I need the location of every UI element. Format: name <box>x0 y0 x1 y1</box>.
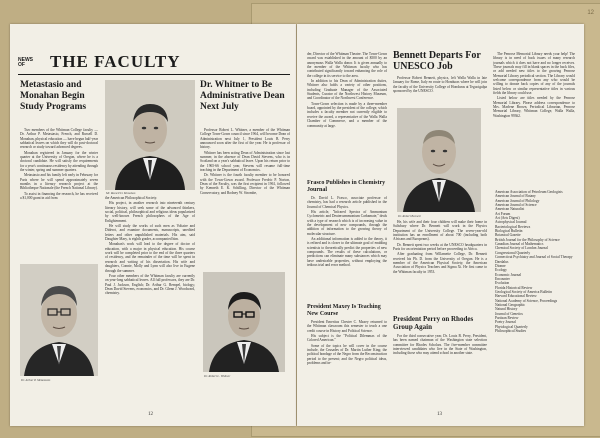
right-page <box>297 24 584 426</box>
story2-paragraph: Whitner has been acting Dean of Administration since last summer, in the absence of Dean David Stevens, who is in Scotland on a year's sabbatical leave. Upon his return prior to the 1965-66 school year, Stevens will resume full-time teaching in the Department of Economics. <box>200 150 290 173</box>
library-title: Partisan Review <box>495 315 519 320</box>
story4-headline: President Maxey Is Teaching New Course <box>307 304 381 317</box>
library-title: Congressional Quarterly <box>495 250 531 255</box>
library-title: Economic Journal <box>495 272 522 277</box>
story6-body <box>393 334 487 406</box>
library-title: Encounter <box>495 276 510 281</box>
library-title: American Naturalist <box>495 207 525 212</box>
library-title: Art Forum <box>495 211 511 216</box>
library-title: National Academy of Science, Proceedings <box>495 298 558 303</box>
library-title: Chemical Society of London Journal <box>495 246 548 251</box>
story3-headline: Frasco Publishes in Chemistry Journal <box>307 180 386 193</box>
story3-paragraph: An additional information is added to the theory, it is refined and is closer to the ultimate goal of enabling scientists to theoretically predict the properties of new compounds. The results of these calculations, or predictions can eliminate many substances which may have undesirable properties, without employing the tedious trial and error method. <box>307 237 387 268</box>
metastasio-portrait-image <box>20 264 98 376</box>
story5-paragraph: Professor Robert Bennett, physics, left Walla Walla in late January for Rome, Italy en route to Honduras where he will join the faculty of the University College of Honduras at Tegucigalpa sponsored by the UNESCO. <box>393 76 487 94</box>
library-title: National Geographic <box>495 302 526 307</box>
library-title: Philosophical Studies <box>495 329 527 333</box>
library-title: Biological Bulletin <box>495 229 523 234</box>
library-title: Evolution <box>495 281 510 286</box>
library-title: Harvard Educational Review <box>495 294 537 299</box>
library-title: American Association of Petroleum Geologists <box>495 190 563 194</box>
story2-paragraph: Dr. Whitner is the fourth faculty member to be honored with the Town-Gown award. Professor Fredric P. Norton, Dean of the Faculty, was the first recipient in 1961, followed by Kenneth E. K. Schilling, Director of the Whitman Conservatory, and Rodney W. Strombe, <box>200 173 290 195</box>
whitner-portrait-image <box>203 272 285 372</box>
library-body <box>493 52 575 188</box>
library-title: Ecology <box>495 268 507 273</box>
library-title: Bacteriological Reviews <box>495 224 531 229</box>
metastasio-photo <box>20 264 98 376</box>
story6-paragraph: For the third consecutive year, Dr. Louis B. Perry, President, has been named chairman of the Washington state selection committee for Rhodes Scholars. The five-member committee interviewed candidates who live in the State of Washington, including those who may attend school in another state. <box>393 334 487 356</box>
metastasio-caption: Dr. Arthur P. Metastasio <box>21 378 51 382</box>
whitner-continued-paragraph: In addition to his Dean of Administration duties, Whitner also holds a variety of other positions, including Graduate Manager of the Associated Students, Curator of the Northwest History Museum, and Coordinator of the Northwest Conference. <box>307 79 387 101</box>
bennett-photo <box>397 108 481 212</box>
library-title: Daedalus <box>495 259 509 264</box>
monahan-caption: Mr. Russell D. Monahan <box>106 191 136 195</box>
story1-paragraph: To assist in financing the research, he has received a $1,000 grant in aid from <box>20 191 98 201</box>
story1-continued-paragraph: the American Philosophical Society. <box>105 196 158 200</box>
magazine-spread <box>6 0 596 438</box>
story1-continued-paragraph: Four other members of the Whitman faculty are currently on year-long sabbatical leaves. All full professors, they are Dr. Paul J. Jackson, English; Dr. Arthur G. Rempel, biology; Dean David Stevens, economics, and Dr. Glenn J. Woodward, chemistry. <box>105 273 195 296</box>
story1-continued-paragraph: He will study the works of such men as Voltaire and Diderot, and examine documents, manuscripts, unedited letters and other unpublished materials. His aim, said Daughter Mary, is eighth grader, accompanied him. <box>105 224 195 242</box>
story3-paragraph: His article, "Infrared Spectra of Ammonium Cyclometric and Deuteroammonium Carbamate," deals with a type of research which is of increasing value in the development of new compounds, through the addition of information to the growing theory of molecular structure. <box>307 210 387 236</box>
library-title: Florida Historical Review <box>495 285 533 290</box>
left-page <box>10 24 296 426</box>
monahan-portrait-image <box>105 80 195 190</box>
story5-body <box>393 76 487 106</box>
story2-headline: Dr. Whitner to Be Administrative Dean Next July <box>200 80 285 112</box>
library-paragraph: The Penrose Memorial Library needs your help! The library is in need of back issues of many research journals which it does not have and no longer receives. These journals may fill in blank spaces in the back files, or add needed new titles to the growing Penrose Memorial Library periodical section. The Library would welcome correspondence from any who would be willing to donate back copies of any of the journals listed below or similar representative titles in various fields the library could use. <box>493 52 575 96</box>
library-title-list <box>495 190 577 410</box>
story6-headline: President Perry on Rhodes Group Again <box>393 315 474 331</box>
library-title: Geological Society of America Bulletin <box>495 289 552 294</box>
whitner-caption: Dr. Robert L. Whitner <box>204 374 231 378</box>
story3-body <box>307 196 387 300</box>
story1-continued-paragraph: His project, in another research into nineteenth century literary history, will seek some of the advanced thinkers, social, political, philosophical and religious ideas popularized by well-known French philosophers of the Age of Enlightenment. <box>105 201 195 223</box>
story1-paragraph: Two members of the Whitman College faculty — Dr. Arthur P. Metastasio, French, and Russell D. Monahan, physical education — have begun half-year sabbatical leaves on which they will do post-doctoral research or study toward advanced degrees. <box>20 128 98 150</box>
story2-paragraph: Professor Robert L. Whitner, a member of the Whitman College Town-Gown council since 1964, will become Dean of Administration next July 1, President Louis B. Perry announced soon after the first of the year. He is professor of history. <box>200 128 290 150</box>
story4-body <box>307 320 387 406</box>
story1-headline: Metastasio and Monahan Begin Study Programs <box>20 80 87 112</box>
library-title: Phytological Quarterly <box>495 324 528 329</box>
story5-continued-paragraph: He, his wife and their four children will make their home in Salisbury where Dr. Bennett will work in the Physics Department of the University College. The seven-year-old institution has an enrollment of about 700 (including both Africans and Europeans). <box>393 220 487 242</box>
story4-paragraph: Some of the topics he will cover in the course include, the Crusades of Dr. Martin Luther King; the political bondage of the Negro from the Reconstruction period to the present; and the Negro political ideas, problems and in- <box>307 343 387 366</box>
library-title: British Journal for the Philosophy of Science <box>495 237 560 242</box>
library-title: Botanical Gazette <box>495 233 521 238</box>
library-title: American Journal of Botany <box>495 194 536 199</box>
library-title: Dionne <box>495 263 506 268</box>
news-of-label: NEWS OF <box>18 57 33 68</box>
library-title: Natural History <box>495 307 518 312</box>
story1-paragraph: Monahan registered in January for the winter quarter at the University of Oregon, where he is a doctoral candidate. He will satisfy the requirements for a year's continuous residency by attending through the winter, spring and summer quarters. <box>20 150 98 173</box>
story5-headline: Bennett Departs For UNESCO Job <box>393 50 481 72</box>
right-page-number: 13 <box>437 412 442 417</box>
library-title: American Journal of Science <box>495 203 537 208</box>
whitner-continued <box>307 52 387 178</box>
monahan-photo <box>105 80 195 190</box>
whitner-photo <box>203 272 285 372</box>
story5-continued <box>393 220 487 312</box>
header-rule <box>18 74 290 75</box>
library-title: American Journal of Philology <box>495 198 540 203</box>
library-title: Journal of Genetics <box>495 311 523 316</box>
library-title: Connecticut Psychiatry and Journal of Social Therapy <box>495 255 573 260</box>
bennett-caption: Dr. Robert Bennett <box>398 214 421 218</box>
story4-paragraph: His subject is the "Political Dilemmas of the Colored American." <box>307 334 387 343</box>
story3-paragraph: Dr. David L. Frasco, associate professor of chemistry, has had a research article published in the Journal of Chemical Physics. <box>307 196 387 209</box>
story1-paragraph: Metastasio and his family left early in February for Paris where he will spend approximately seven months in a literary research project at the Bibliotheque Nationale (the French National Library). <box>20 173 98 191</box>
story2-body <box>200 128 290 268</box>
library-paragraph: Listed below are titles needed by the Penrose Memorial Library. Please address correspondence to Mrs. Marlene Brown, Periodical Librarian, Penrose Memorial Library, Whitman College, Walla Walla, Washington 99362. <box>493 96 575 118</box>
story1-continued <box>105 196 195 401</box>
left-page-number: 12 <box>148 412 153 417</box>
whitner-continued-paragraph: Town-Gown selection is made by a three-member board, appointed by the president of the college, which includes a faculty member not currently eligible to receive the award, a representative of the Walla Walla Chamber of Commerce, and a member of the community at large. <box>307 101 387 128</box>
library-title: Astrophysical Journal <box>495 220 527 225</box>
bennett-portrait-image <box>397 108 481 212</box>
library-title: Art (Arts Digest) <box>495 216 520 221</box>
section-title: THE FACULTY <box>50 52 181 71</box>
story5-continued-paragraph: Dr. Bennett spent two weeks at the UNESCO headquarters in Paris for an orientation period before proceeding to Africa. <box>393 242 487 252</box>
corner-page-mark: 12 <box>587 10 594 16</box>
story1-continued-paragraph: Monahan's work will lead to the degree of doctor of education, with a major in physical education. His course work will be completed prior to the end of the three quarters of residency, and the remainder of the time will be spent in research and writing of his dissertation. His wife and daughters, Connie, Molly and Lynn will also live in Eugene through the summer. <box>105 242 195 273</box>
whitner-continued-paragraph: der, Director of the Whitman Theatre. The Town-Gown award was established in the amount of $500 by an anonymous Walla Walla donor. It is given annually to the member of the Whitman faculty who has contributed significantly toward enhancing the role of the college in its service to the area. <box>307 52 387 78</box>
story1-body <box>20 128 98 260</box>
library-title: Canadian Journal of Mathematics <box>495 242 544 247</box>
story5-continued-paragraph: After graduating from Willamette College, Dr. Bennett received his Ph. D. from the University of Oregon. He is a member of the American Physical Society, the American Association of Physics Teachers and Sigma Xi. He first came to the Whitman faculty in 1953. <box>393 252 487 274</box>
story4-paragraph: President Emeritus Chester C. Maxey returned to the Whitman classroom this semester to teach a one credit course in History and Political Science. <box>307 320 387 333</box>
library-title: Poetry Journal <box>495 320 516 325</box>
